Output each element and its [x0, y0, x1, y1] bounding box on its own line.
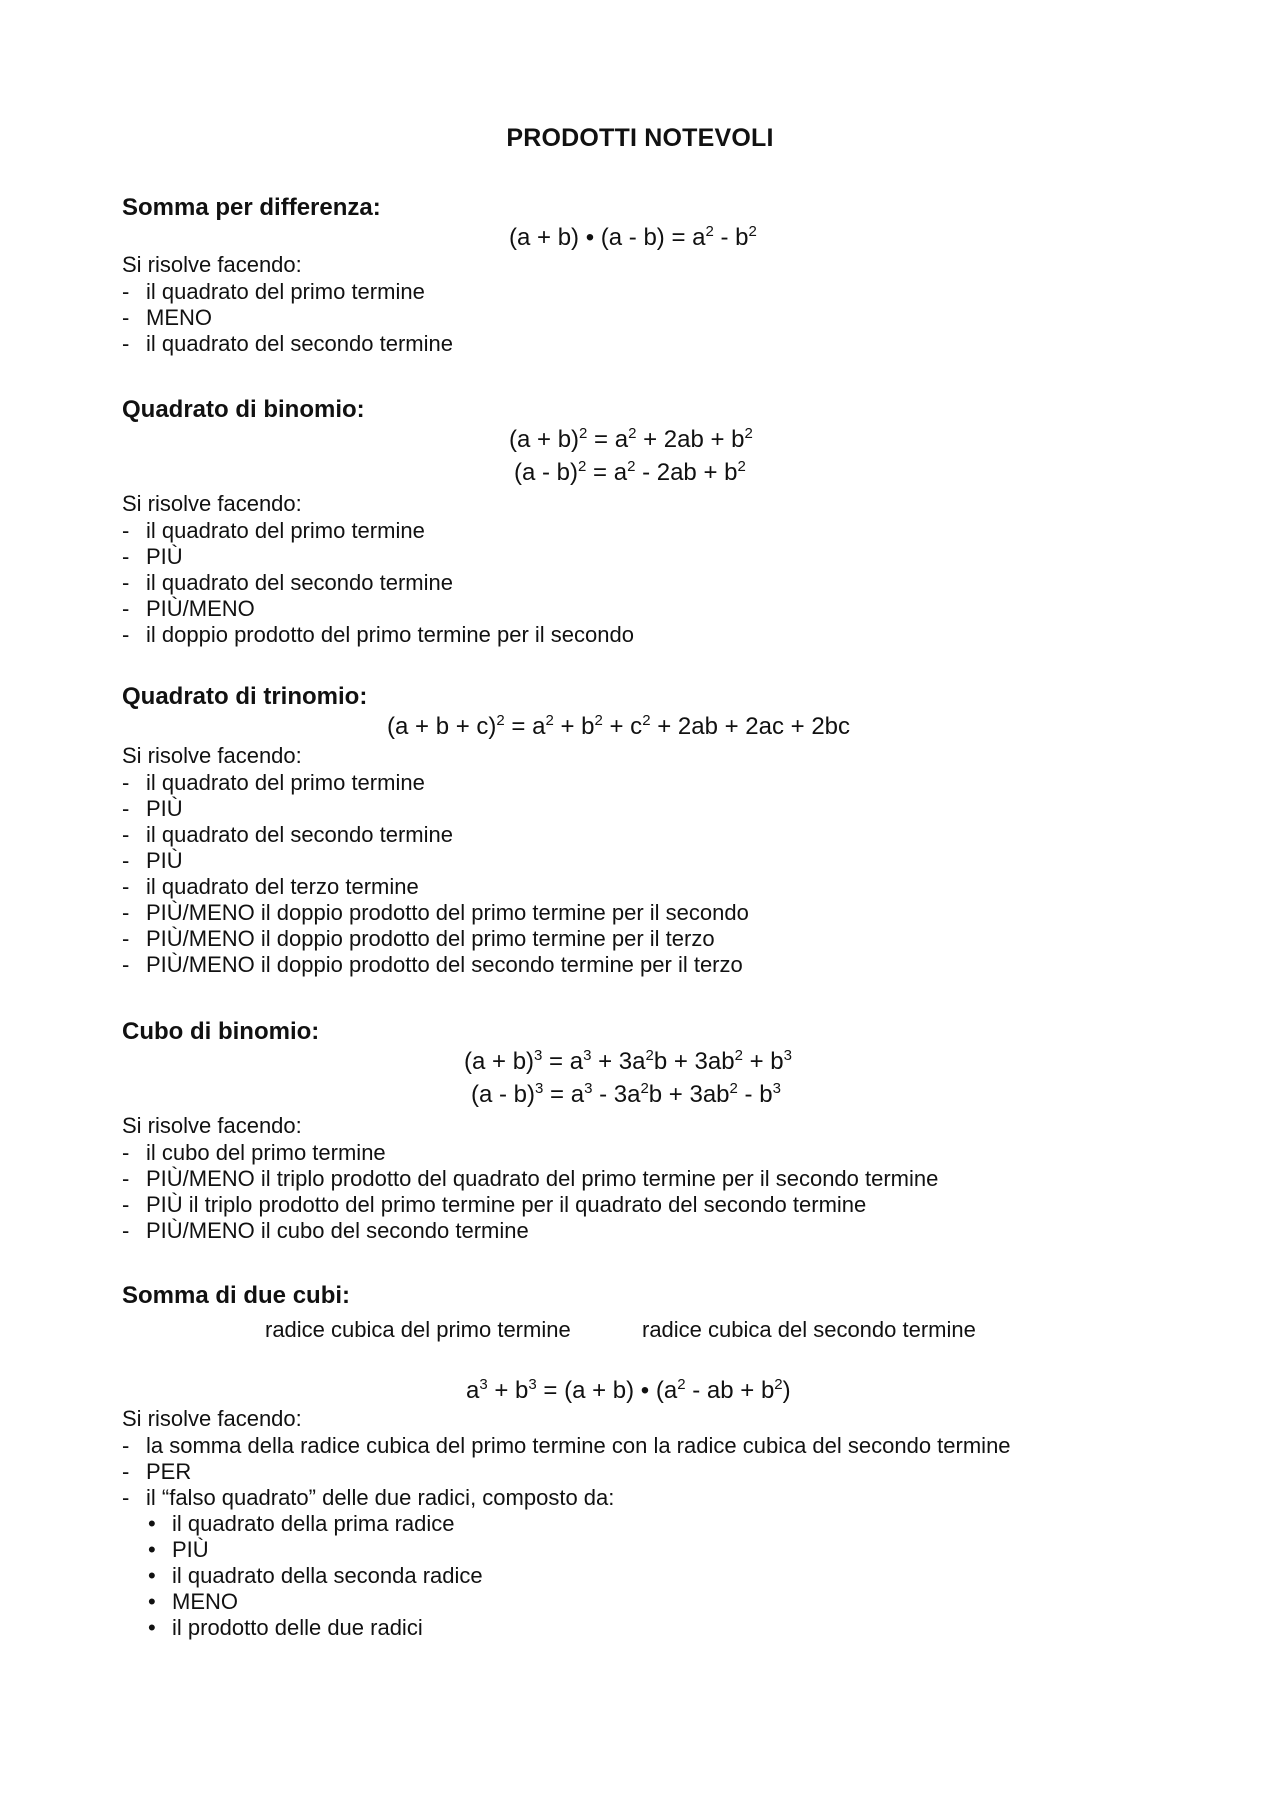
sub-list-item: • MENO: [148, 1589, 1011, 1615]
steps-list: [122, 518, 634, 648]
list-item: - il quadrato del primo termine: [122, 279, 453, 305]
list-item: - PIÙ: [122, 544, 634, 570]
section-quadrato-di-binomio: [122, 395, 1172, 647]
sub-list-item: • PIÙ: [148, 1537, 1011, 1563]
list-item: - PIÙ/MENO il doppio prodotto del primo termine per il secondo: [122, 900, 749, 926]
section-heading: Somma di due cubi:: [122, 1282, 351, 1309]
steps-list: [122, 1140, 938, 1244]
lead-text: Si risolve facendo:: [122, 743, 302, 768]
list-item: - PIÙ/MENO il doppio prodotto del secondo termine per il terzo: [122, 952, 749, 978]
list-item: - il quadrato del secondo termine: [122, 331, 453, 357]
page-title: PRODOTTI NOTEVOLI: [506, 124, 774, 152]
formula-minus: $(a - b)^3 = a^3 - 3a^2b + 3ab^2 - b^3$: [471, 1080, 781, 1108]
section-quadrato-di-trinomio: [122, 682, 1172, 977]
list-item: - il quadrato del secondo termine: [122, 822, 749, 848]
list-item: - il “falso quadrato” delle due radici, composto da:: [122, 1485, 1011, 1511]
formula-plus: $(a + b)^2 = a^2 + 2ab + b^2$: [509, 425, 753, 453]
steps-list: [122, 770, 749, 978]
formula-minus: $(a - b)^2 = a^2 - 2ab + b^2$: [514, 458, 746, 486]
list-item: - il quadrato del primo termine: [122, 518, 634, 544]
list-item: - PIÙ il triplo prodotto del primo termine per il quadrato del secondo termine: [122, 1192, 938, 1218]
formula: (a + b) • $(a - b) = a^2 - b^2$: [509, 223, 757, 251]
list-item: - PIÙ/MENO: [122, 596, 634, 622]
lead-text: Si risolve facendo:: [122, 252, 302, 277]
list-item: - MENO: [122, 305, 453, 331]
sub-list-item: • il prodotto delle due radici: [148, 1615, 1011, 1641]
list-item: - il doppio prodotto del primo termine per il secondo: [122, 622, 634, 648]
list-item: - PIÙ/MENO il cubo del secondo termine: [122, 1218, 938, 1244]
section-heading: Quadrato di trinomio:: [122, 683, 368, 710]
steps-list: [122, 1433, 1011, 1511]
sub-list-item: • il quadrato della seconda radice: [148, 1563, 1011, 1589]
list-item: - il quadrato del primo termine: [122, 770, 749, 796]
formula-plus: $(a + b)^3 = a^3 + 3a^2b + 3ab^2 + b^3$: [464, 1047, 792, 1075]
list-item: - il cubo del primo termine: [122, 1140, 938, 1166]
lead-text: Si risolve facendo:: [122, 1113, 302, 1138]
list-item: - PIÙ/MENO il triplo prodotto del quadrato del primo termine per il secondo termine: [122, 1166, 938, 1192]
section-heading: Cubo di binomio:: [122, 1018, 320, 1045]
list-item: - il quadrato del secondo termine: [122, 570, 634, 596]
lead-text: Si risolve facendo:: [122, 1406, 302, 1431]
annotation-second-root: radice cubica del secondo termine: [642, 1317, 976, 1342]
formula: $a^3 + b^3 = (a + b)$ • ($a^2$ - ab + $b^2$): [466, 1376, 791, 1404]
list-item: - PIÙ: [122, 796, 749, 822]
section-heading: Somma per differenza:: [122, 194, 381, 221]
list-item: - PER: [122, 1459, 1011, 1485]
section-somma-per-differenza: [122, 193, 1172, 356]
list-item: - PIÙ/MENO il doppio prodotto del primo termine per il terzo: [122, 926, 749, 952]
list-item: - PIÙ: [122, 848, 749, 874]
sub-steps-list: [122, 1511, 1011, 1641]
section-cubo-di-binomio: [122, 1017, 1172, 1243]
list-item: - la somma della radice cubica del primo termine con la radice cubica del secondo termine: [122, 1433, 1011, 1459]
lead-text: Si risolve facendo:: [122, 491, 302, 516]
formula: $(a + b + c)^2 = a^2 + b^2 + c^2 + 2ab + 2ac + 2bc$: [387, 712, 851, 740]
annotation-first-root: radice cubica del primo termine: [265, 1317, 571, 1342]
sub-list-item: • il quadrato della prima radice: [148, 1511, 1011, 1537]
section-somma-di-due-cubi: [122, 1281, 1172, 1640]
section-heading: Quadrato di binomio:: [122, 396, 365, 423]
list-item: - il quadrato del terzo termine: [122, 874, 749, 900]
steps-list: [122, 279, 453, 357]
